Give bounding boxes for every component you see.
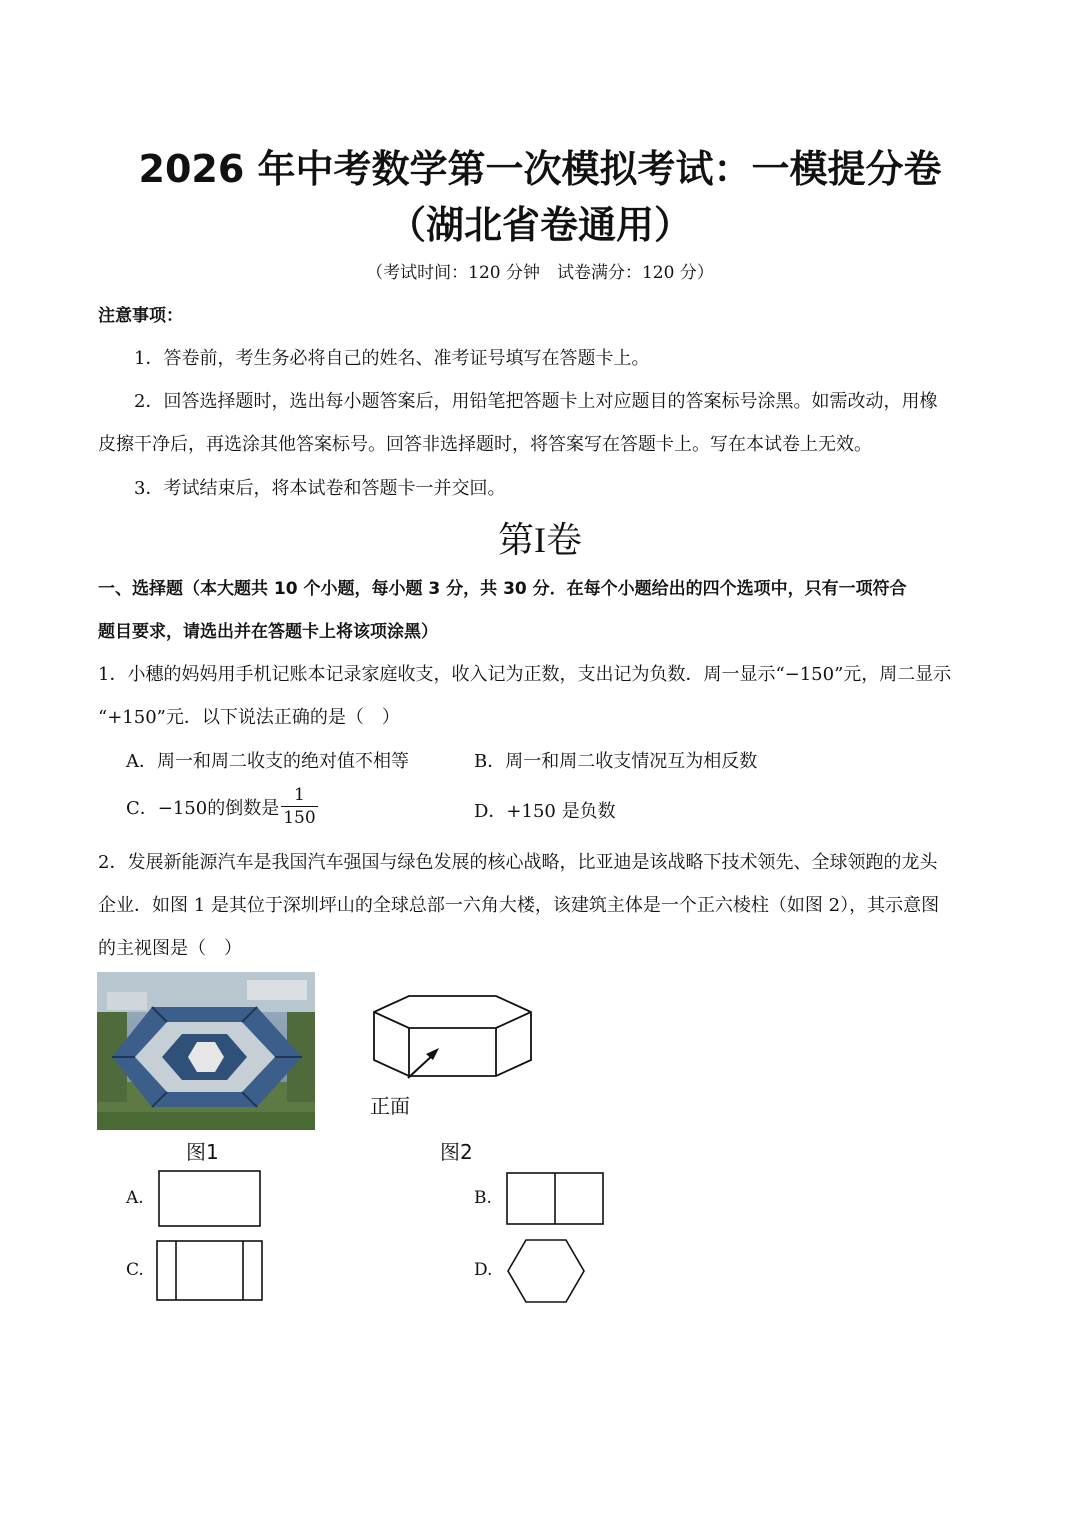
section-heading-line1: 一、选择题（本大题共 10 个小题，每小题 3 分，共 30 分．在每个小题给出的四个选项中，只有一项符合 bbox=[98, 579, 907, 599]
q2-line1: 2．发展新能源汽车是我国汽车强国与绿色发展的核心战略，比亚迪是该战略下技术领先、全球领跑的龙头 bbox=[98, 852, 938, 873]
q1-option-c-text: C．−150的倒数是 bbox=[126, 797, 280, 819]
fraction-denominator: 150 bbox=[283, 808, 316, 828]
q2-option-c-diagram bbox=[156, 1240, 264, 1302]
q1-line1: 1．小穗的妈妈用手机记账本记录家庭收支，收入记为正数，支出记为负数．周一显示“−150”元，周二显示 bbox=[98, 664, 952, 685]
note-item-2-line2: 皮擦干净后，再选涂其他答案标号。回答非选择题时，将答案写在答题卡上。写在本试卷上无效。 bbox=[98, 434, 872, 455]
q2-option-d-letter: D. bbox=[474, 1260, 493, 1280]
q1-line2: “+150”元．以下说法正确的是（ ） bbox=[98, 707, 400, 728]
notes-heading: 注意事项： bbox=[98, 306, 183, 326]
q2-option-b-diagram bbox=[506, 1172, 605, 1226]
page-title: 2026 年中考数学第一次模拟考试：一模提分卷 bbox=[138, 147, 942, 191]
q2-option-c-letter: C. bbox=[126, 1260, 144, 1280]
q1-option-a: A．周一和周二收支的绝对值不相等 bbox=[126, 751, 409, 772]
q2-line3: 的主视图是（ ） bbox=[98, 938, 242, 959]
hexagon-building-photo bbox=[97, 972, 315, 1130]
q2-option-b-letter: B. bbox=[474, 1188, 492, 1208]
q1-option-d: D．+150 是负数 bbox=[474, 801, 616, 822]
fraction-numerator: 1 bbox=[281, 784, 317, 807]
note-item-2-line1: 2．回答选择题时，选出每小题答案后，用铅笔把答题卡上对应题目的答案标号涂黑。如需改动，用橡 bbox=[134, 391, 938, 412]
q2-line2: 企业．如图 1 是其位于深圳坪山的全球总部一六角大楼，该建筑主体是一个正六棱柱（如图 2），其示意图 bbox=[98, 895, 940, 916]
figure-2-label: 图2 bbox=[440, 1140, 473, 1164]
volume-title: 第I卷 bbox=[498, 520, 582, 560]
q1-option-c bbox=[126, 784, 318, 829]
q2-option-a-letter: A. bbox=[126, 1188, 144, 1208]
q2-option-a-diagram bbox=[158, 1170, 262, 1228]
page-subtitle: （湖北省卷通用） bbox=[387, 203, 692, 247]
note-item-3: 3．考试结束后，将本试卷和答题卡一并交回。 bbox=[134, 478, 506, 499]
q1-option-b: B．周一和周二收支情况互为相反数 bbox=[474, 751, 758, 772]
q1-option-c-fraction bbox=[281, 784, 317, 829]
front-view-label: 正面 bbox=[370, 1094, 410, 1118]
note-item-1: 1．答卷前，考生务必将自己的姓名、准考证号填写在答题卡上。 bbox=[134, 348, 650, 369]
q2-option-d-diagram bbox=[506, 1238, 586, 1304]
figure-1-label: 图1 bbox=[186, 1140, 219, 1164]
exam-info: （考试时间：120 分钟 试卷满分：120 分） bbox=[366, 263, 714, 283]
section-heading-line2: 题目要求，请选出并在答题卡上将该项涂黑） bbox=[98, 622, 438, 642]
